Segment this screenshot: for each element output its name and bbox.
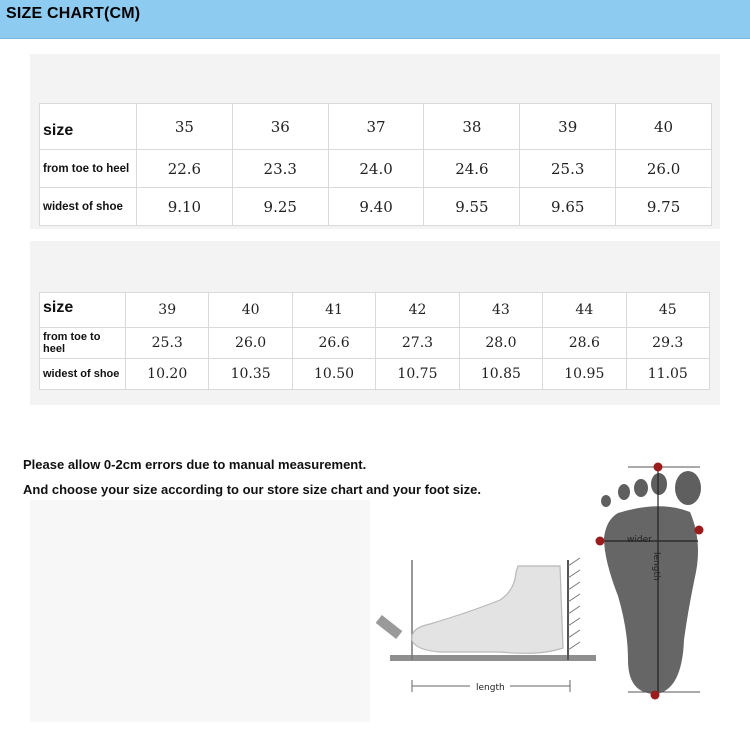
widest-cell: 9.25 xyxy=(232,188,328,226)
toe-heel-cell: 24.0 xyxy=(328,150,424,188)
toe-heel-cell: 26.0 xyxy=(616,150,712,188)
outer-width-marker xyxy=(695,526,704,535)
row-label-toe-heel: from toe to heel xyxy=(40,150,137,188)
widest-cell: 9.55 xyxy=(424,188,520,226)
side-foot-icon xyxy=(412,566,563,653)
toe-heel-cell: 23.3 xyxy=(232,150,328,188)
size-cell: 45 xyxy=(626,293,709,328)
big-toe-icon xyxy=(675,471,701,505)
toe-heel-cell: 25.3 xyxy=(126,328,209,359)
size-cell: 36 xyxy=(232,104,328,150)
floor-platform xyxy=(390,655,596,661)
row-label-size: size xyxy=(40,104,137,150)
page-title: SIZE CHART(CM) xyxy=(6,5,141,22)
widest-cell: 9.75 xyxy=(616,188,712,226)
row-label-widest: widest of shoe xyxy=(40,359,126,390)
toe-heel-cell: 26.6 xyxy=(292,328,375,359)
row-label-size: size xyxy=(40,293,126,328)
size-cell: 38 xyxy=(424,104,520,150)
toe-icon xyxy=(618,484,630,500)
size-cell: 39 xyxy=(126,293,209,328)
widest-cell: 10.85 xyxy=(459,359,542,390)
toe-icon xyxy=(634,479,648,497)
size-advice-note: And choose your size according to our store size chart and your foot size. xyxy=(23,482,481,497)
widest-cell: 10.20 xyxy=(126,359,209,390)
size-cell: 39 xyxy=(520,104,616,150)
widest-cell: 10.35 xyxy=(209,359,292,390)
size-cell: 43 xyxy=(459,293,542,328)
toe-heel-cell: 26.0 xyxy=(209,328,292,359)
row-label-widest: widest of shoe xyxy=(40,188,137,226)
heel-marker xyxy=(651,691,660,700)
size-cell: 42 xyxy=(376,293,459,328)
widest-cell: 9.65 xyxy=(520,188,616,226)
widest-cell: 10.95 xyxy=(543,359,626,390)
size-cell: 40 xyxy=(616,104,712,150)
sole-diagram xyxy=(596,463,704,700)
widest-cell: 10.75 xyxy=(376,359,459,390)
toe-icon xyxy=(601,495,611,507)
widest-cell: 9.40 xyxy=(328,188,424,226)
toe-heel-cell: 28.0 xyxy=(459,328,542,359)
wall-hatching xyxy=(568,558,580,650)
inner-width-marker xyxy=(596,537,605,546)
toe-heel-cell: 24.6 xyxy=(424,150,520,188)
measurement-note: Please allow 0-2cm errors due to manual measurement. xyxy=(23,457,367,472)
toe-heel-cell: 29.3 xyxy=(626,328,709,359)
widest-cell: 9.10 xyxy=(137,188,233,226)
toe-heel-cell: 25.3 xyxy=(520,150,616,188)
toe-heel-cell: 27.3 xyxy=(376,328,459,359)
size-cell: 44 xyxy=(543,293,626,328)
measuring-board xyxy=(376,615,403,639)
widest-cell: 11.05 xyxy=(626,359,709,390)
side-foot-diagram xyxy=(376,558,596,693)
widest-cell: 10.50 xyxy=(292,359,375,390)
size-cell: 40 xyxy=(209,293,292,328)
size-cell: 37 xyxy=(328,104,424,150)
sole-length-label: length xyxy=(651,552,661,581)
size-cell: 35 xyxy=(137,104,233,150)
side-length-label: length xyxy=(476,683,505,693)
toe-heel-cell: 28.6 xyxy=(543,328,626,359)
toe-marker xyxy=(654,463,663,472)
sole-wider-label: wider xyxy=(627,535,652,545)
row-label-toe-heel: from toe to heel xyxy=(40,328,126,359)
size-cell: 41 xyxy=(292,293,375,328)
toe-heel-cell: 22.6 xyxy=(137,150,233,188)
toe-icon xyxy=(651,473,667,495)
